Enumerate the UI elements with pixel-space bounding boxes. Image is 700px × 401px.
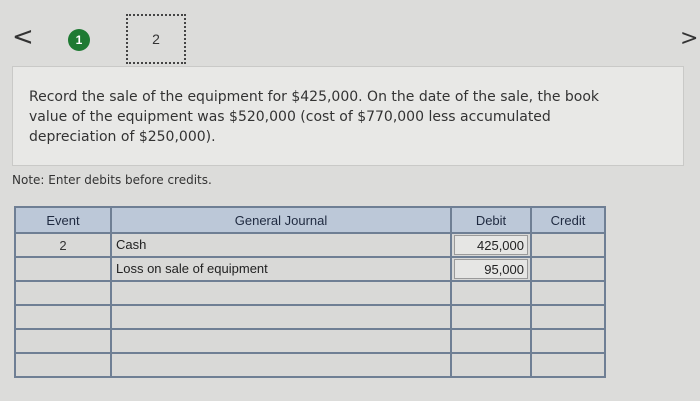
account-cell[interactable] [111, 305, 451, 329]
debit-cell[interactable] [451, 281, 531, 305]
account-input[interactable] [114, 307, 448, 327]
credit-input[interactable] [534, 307, 602, 327]
step-1-completed-indicator[interactable]: 1 [68, 29, 90, 51]
credit-input[interactable] [534, 355, 602, 375]
account-input[interactable] [114, 283, 448, 303]
credit-input[interactable] [534, 283, 602, 303]
account-input[interactable] [114, 331, 448, 351]
account-cell[interactable] [111, 353, 451, 377]
credit-cell[interactable] [531, 257, 605, 281]
journal-row [15, 233, 605, 257]
debit-column-header: Debit [451, 207, 531, 233]
journal-row [15, 257, 605, 281]
credit-cell[interactable] [531, 353, 605, 377]
prev-arrow-icon[interactable]: < [12, 22, 34, 52]
account-input[interactable] [114, 355, 448, 375]
next-arrow-icon[interactable]: > [680, 26, 699, 51]
debit-input[interactable] [454, 307, 528, 327]
account-input[interactable]: Loss on sale of equipment [116, 261, 268, 276]
note-text: Note: Enter debits before credits. [12, 173, 212, 187]
debit-input[interactable] [454, 283, 528, 303]
credit-input[interactable] [534, 235, 602, 255]
credit-input[interactable] [534, 331, 602, 351]
debit-cell[interactable] [451, 305, 531, 329]
event-cell: 2 [15, 233, 111, 257]
event-cell [15, 353, 111, 377]
credit-cell[interactable] [531, 329, 605, 353]
journal-row [15, 305, 605, 329]
journal-row [15, 281, 605, 305]
credit-input[interactable] [534, 259, 602, 279]
credit-cell[interactable] [531, 281, 605, 305]
credit-column-header: Credit [531, 207, 605, 233]
debit-cell[interactable] [451, 257, 531, 281]
general-journal-column-header: General Journal [111, 207, 451, 233]
step-2-active-tab[interactable]: 2 [126, 14, 186, 64]
journal-header-row [15, 207, 605, 233]
debit-input[interactable]: 95,000 [454, 259, 528, 279]
event-column-header: Event [15, 207, 111, 233]
account-input[interactable]: Cash [116, 237, 147, 252]
question-text: Record the sale of the equipment for $425,000. On the date of the sale, the book value of the equipment was $520,000 (cost of $770,000 less accumulated depreciation of $250,000). [29, 89, 600, 145]
debit-cell[interactable] [451, 353, 531, 377]
journal-entry-table [14, 206, 606, 378]
journal-row [15, 329, 605, 353]
debit-cell[interactable] [451, 329, 531, 353]
event-cell [15, 305, 111, 329]
question-panel [12, 66, 684, 166]
credit-cell[interactable] [531, 233, 605, 257]
debit-input[interactable] [454, 331, 528, 351]
event-cell [15, 257, 111, 281]
debit-input[interactable] [454, 355, 528, 375]
event-cell [15, 281, 111, 305]
event-cell [15, 329, 111, 353]
journal-row [15, 353, 605, 377]
debit-cell[interactable] [451, 233, 531, 257]
credit-cell[interactable] [531, 305, 605, 329]
account-cell[interactable] [111, 257, 451, 281]
account-cell[interactable] [111, 281, 451, 305]
account-cell[interactable] [111, 233, 451, 257]
debit-input[interactable]: 425,000 [454, 235, 528, 255]
account-cell[interactable] [111, 329, 451, 353]
